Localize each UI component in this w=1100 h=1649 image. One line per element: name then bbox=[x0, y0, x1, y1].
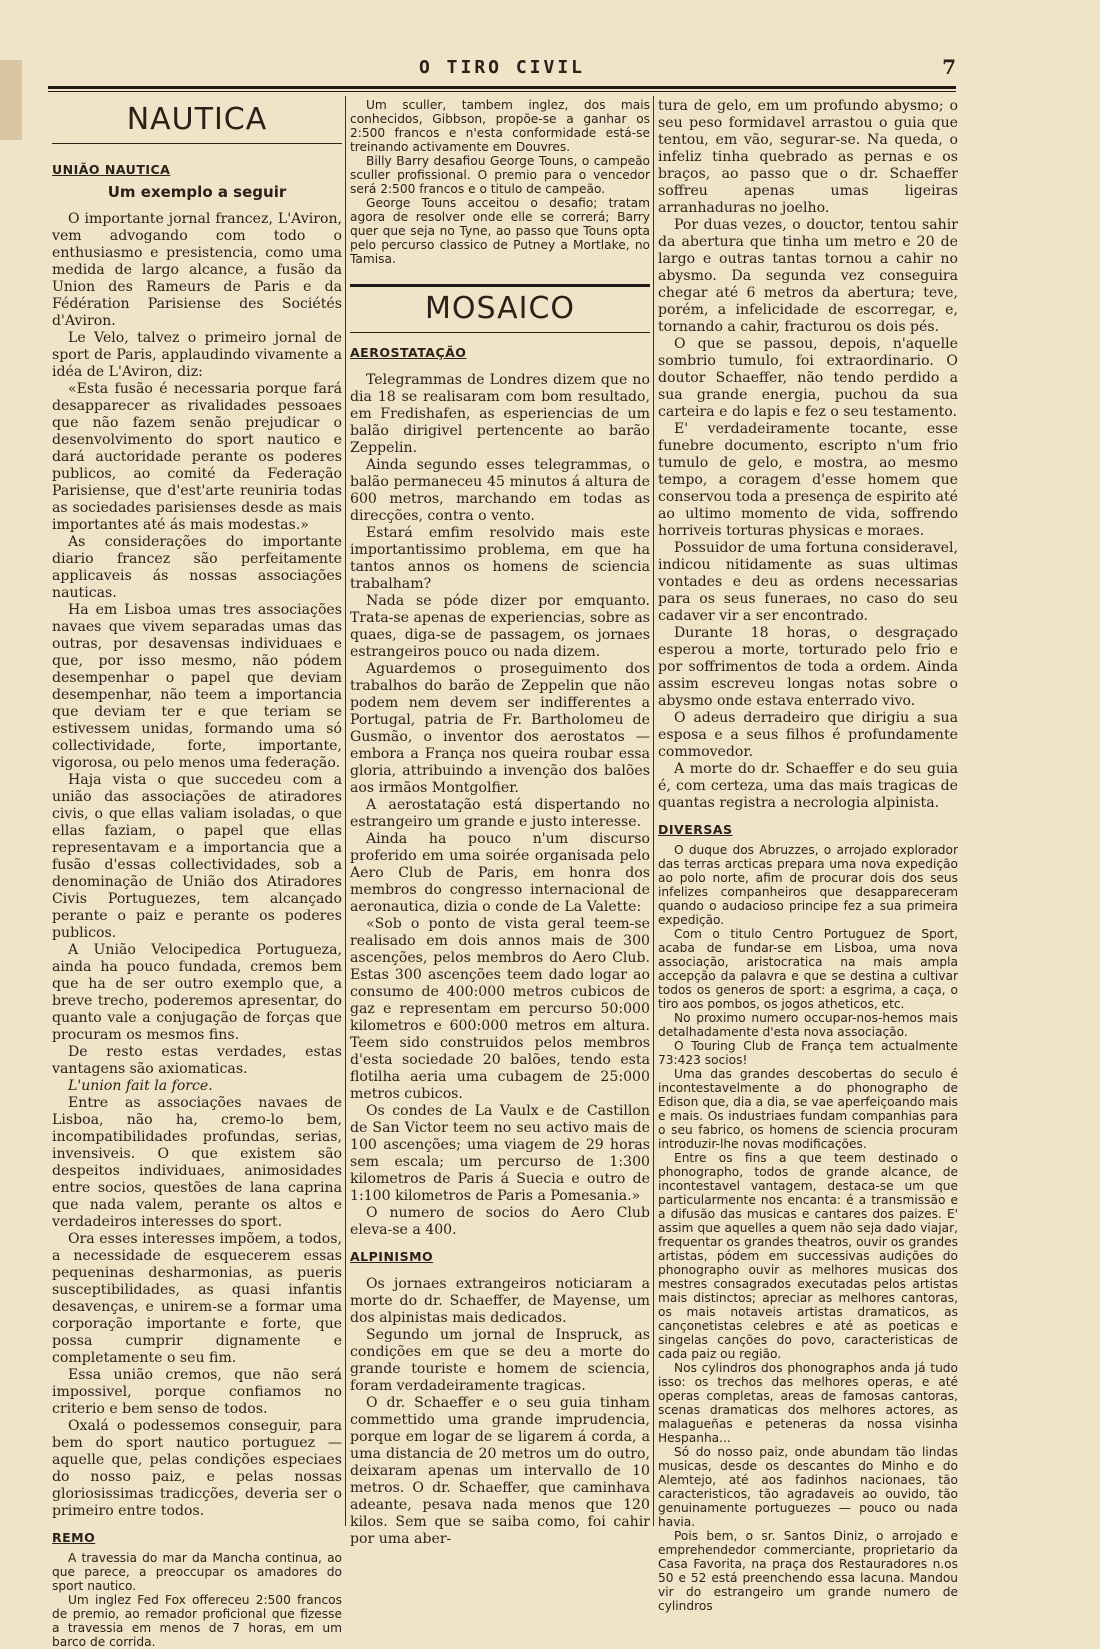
heading-diversas: DIVERSAS bbox=[658, 822, 733, 837]
section-rule bbox=[350, 284, 650, 287]
newspaper-title: O TIRO CIVIL bbox=[418, 57, 586, 78]
section-rule bbox=[350, 332, 650, 333]
column-divider bbox=[653, 96, 654, 1526]
paragraph: L'union fait la force. bbox=[68, 1078, 213, 1094]
paragraph: Haja vista o que succedeu com a união das associações de atiradores civis, o que ellas valiam isoladas, o que ellas faziam, o papel que ellas representavam e a importancia que a fusão d'essas collectividades, sob a denominação de União dos Atiradores Civis Portuguezes, tem alcançado perante o paiz e perante os poderes publicos. bbox=[52, 772, 342, 941]
paragraph: tura de gelo, em um profundo abysmo; o seu peso formidavel arrastou o guia que tentou, em vão, segurar-se. Na queda, o infeliz tinha quebrado as pernas e os braços, ao passo que o dr. Schaeffer soffreu apenas umas ligeiras arranhaduras no joelho. bbox=[658, 98, 958, 216]
heading-alpinismo: ALPINISMO bbox=[350, 1249, 434, 1264]
paragraph: George Touns acceitou o desafio; tratam agora de resolver onde elle se correrá; Barry quer que seja no Tyne, ao passo que Touns opta pelo percurso classico de Putney a Mortlake, no Tamisa. bbox=[350, 196, 650, 266]
paragraph: Aguardemos o proseguimento dos trabalhos do barão de Zeppelin que não podem nem devem ser indifferentes a Portugal, patria de Fr. Bartholomeu de Gusmão, o inventor dos aerostatos — embora a França nos queira roubar essa gloria, attribuindo a invenção dos balões aos irmãos Montgolfier. bbox=[350, 661, 650, 796]
paragraph: Le Velo, talvez o primeiro jornal de sport de Paris, applaudindo vivamente a idéa de L'Aviron, diz: bbox=[52, 330, 342, 380]
paragraph: Ora esses interesses impõem, a todos, a necessidade de esquecerem essas pequeninas desharmonias, as pueris susceptibilidades, as quasi infantis desavenças, e unirem-se a formar uma corporação importante e forte, que possa cumprir dignamente e completamente o seu fim. bbox=[52, 1231, 342, 1366]
heading-aerostatacao: AEROSTATAÇÃO bbox=[350, 345, 467, 360]
paragraph: Durante 18 horas, o desgraçado esperou a morte, torturado pelo frio e por soffrimentos de toda a ordem. Ainda assim escreveu longas notas sobre o abysmo onde estava enterrado vivo. bbox=[658, 625, 958, 709]
paragraph: Um sculler, tambem inglez, dos mais conhecidos, Gibbson, propõe-se a ganhar os 2:500 francos e n'esta conformidade está-se treinando activamente em Douvres. bbox=[350, 98, 650, 154]
paragraph: «Sob o ponto de vista geral teem-se realisado em dois annos mais de 300 ascenções, pelos membros do Aero Club. Estas 300 ascenções teem dado logar ao consumo de 400:000 metros cubicos de gaz e representam em percurso 50:000 kilometros e 600:000 metros em altura. Teem sido construidos pelos membros d'esta sociedade 20 balões, tendo esta flotilha aeria uma cubagem de 25:000 metros cubicos. bbox=[350, 916, 650, 1102]
paragraph: O adeus derradeiro que dirigiu a sua esposa e a seus filhos é profundamente commovedor. bbox=[658, 710, 958, 760]
paragraph: Um inglez Fed Fox offereceu 2:500 francos de premio, ao remador proficional que fizesse a travessia em menos de 7 horas, em um barco de corrida. bbox=[52, 1593, 342, 1649]
paragraph: Nada se póde dizer por emquanto. Trata-se apenas de experiencias, sobre as quaes, diga-se de passagem, os jornaes estrangeiros pouco ou nada dizem. bbox=[350, 593, 650, 660]
paragraph: Só do nosso paiz, onde abundam tão lindas musicas, desde os descantes do Minho e do Alemtejo, até aos fadinhos nacionaes, tão caracteristicos, tão agradaveis ao ouvido, tão genuinamente portuguezes — pouco ou nada havia. bbox=[658, 1445, 958, 1529]
paragraph: O Touring Club de França tem actualmente 73:423 socios! bbox=[658, 1039, 958, 1067]
paragraph: Com o titulo Centro Portuguez de Sport, acaba de fundar-se em Lisboa, uma nova associação, aristocratica na mais ampla accepção da palavra e que se destina a cultivar todos os generos de sport: a esgrima, a caça, o tiro aos pombos, os jogos atheticos, etc. bbox=[658, 927, 958, 1011]
section-title-mosaico: MOSAICO bbox=[424, 291, 576, 326]
paragraph: Billy Barry desafiou George Touns, o campeão sculler profissional. O premio para o vencedor será 2:500 francos e o titulo de campeão. bbox=[350, 154, 650, 196]
paragraph: O numero de socios do Aero Club eleva-se a 400. bbox=[350, 1205, 650, 1238]
paragraph: E' verdadeiramente tocante, esse funebre documento, escripto n'um frio tumulo de gelo, e mostra, ao mesmo tempo, a coragem d'esse homem que conservou toda a presença de espirito até ao ultimo momento de vida, soffrendo horriveis torturas physicas e moraes. bbox=[658, 421, 958, 539]
paragraph: As considerações do importante diario francez são perfeitamente applicaveis ás nossas associações nauticas. bbox=[52, 534, 342, 601]
paragraph: Ha em Lisboa umas tres associações navaes que vivem separadas umas das outras, por desavensas individuaes e que, por isso mesmo, não pódem desempenhar o papel que deviam desempenhar, não teem a importancia que deviam ter e que teriam se estivessem unidas, formando uma só collectividade, forte, importante, vigorosa, ou pelo menos uma federação. bbox=[52, 602, 342, 771]
header-rule bbox=[48, 86, 956, 89]
paragraph: Ainda segundo esses telegrammas, o balão permaneceu 45 minutos á altura de 600 metros, marchando em todas as direcções, contra o vento. bbox=[350, 457, 650, 524]
paragraph: No proximo numero occupar-nos-hemos mais detalhadamente d'esta nova associação. bbox=[658, 1011, 958, 1039]
paragraph: Segundo um jornal de Inspruck, as condições em que se deu a morte do grande touriste e homem de sciencia, foram verdadeiramente tragicas. bbox=[350, 1327, 650, 1394]
heading-uniao-nautica: UNIÃO NAUTICA bbox=[52, 162, 171, 177]
paragraph: Uma das grandes descobertas do seculo é incontestavelmente a do phonographo de Edison que, dia a dia, se vae aperfeiçoando mais e mais. Os industriaes fundam companhias para o seu fabrico, os homens de sciencia procuram introduzir-lhe novas modificações. bbox=[658, 1067, 958, 1151]
heading-remo: REMO bbox=[52, 1530, 96, 1545]
column-1 bbox=[52, 98, 342, 1649]
page-binding-edge bbox=[0, 60, 22, 140]
paragraph: Entre os fins a que teem destinado o phonographo, todos de grande alcance, de incontestavel vantagem, destaca-se um que particularmente nos encanta: é a transmissão e a difusão das musicas e cantares dos paizes. E' assim que aquelles a quem não seja dado viajar, frequentar os grandes theatros, ouvir os grandes artistas, pódem em successivas audições do phonographo ouvir as melhores musicas dos mestres consagrados executadas pelos artistas mais distinctos; apreciar as melhores cantoras, os mais notaveis artistas dramaticos, as cançonetistas celebres e até as poeticas e singelas canções do povo, caracteristicas de cada paiz ou região. bbox=[658, 1151, 958, 1361]
page-number: 7 bbox=[942, 55, 956, 79]
paragraph: Entre as associações navaes de Lisboa, não ha, cremo-lo bem, incompatibilidades profundas, serias, invensiveis. O que existem são despeitos individuaes, animosidades entre socios, questões de lana caprina que nada valem, perante os altos e verdadeiros interesses do sport. bbox=[52, 1095, 342, 1230]
paragraph: A morte do dr. Schaeffer e do seu guia é, com certeza, uma das mais tragicas de quantas registra a necrologia alpinista. bbox=[658, 761, 958, 811]
paragraph: «Esta fusão é necessaria porque fará desapparecer as rivalidades pessoaes que não fazem senão prejudicar o desenvolvimento do sport nautico e dará auctoridade perante os poderes publicos, ao comité da Federação Parisiense, que d'est'arte reuniria todas as sociedades parisienses desde as mais importantes até ás mais modestas.» bbox=[52, 381, 342, 533]
paragraph: Os jornaes extrangeiros noticiaram a morte do dr. Schaeffer, de Mayense, um dos alpinistas mais dedicados. bbox=[350, 1276, 650, 1326]
subheading-exemplo: Um exemplo a seguir bbox=[107, 183, 287, 201]
paragraph: A União Velocipedica Portugueza, ainda ha pouco fundada, cremos bem que ha de ser outro exemplo que, a breve trecho, poderemos apresentar, do quanto vale a conjugação de forças que procuram os mesmos fins. bbox=[52, 942, 342, 1043]
paragraph: O dr. Schaeffer e o seu guia tinham commettido uma grande imprudencia, porque em logar de se ligarem á corda, a uma distancia de 20 metros um do outro, deixaram apenas um intervallo de 10 metros. O dr. Schaeffer, que caminhava adeante, pesava nada menos que 120 kilos. Sem que se saiba como, foi cahir por uma aber- bbox=[350, 1395, 650, 1547]
page-header bbox=[48, 55, 956, 85]
column-3 bbox=[658, 98, 958, 1613]
paragraph: De resto estas verdades, estas vantagens são axiomaticas. bbox=[52, 1044, 342, 1077]
paragraph: Por duas vezes, o douctor, tentou sahir da abertura que tinha um metro e 20 de largo e outras tantas tornou a cahir no abysmo. Da segunda vez conseguira chegar até 6 metros da abertura; teve, porém, a infelicidade de escorregar, e, tornando a cahir, fracturou os dois pés. bbox=[658, 217, 958, 335]
section-title-nautica: NAUTICA bbox=[126, 102, 268, 137]
paragraph: Oxalá o podessemos conseguir, para bem do sport nautico portuguez — aquelle que, pelas condições especiaes do nosso paiz, e pelas nossas gloriosissimas tradicções, deveria ser o primeiro entre todos. bbox=[52, 1418, 342, 1519]
section-rule bbox=[52, 143, 342, 144]
paragraph: A travessia do mar da Mancha continua, ao que parece, a preoccupar os amadores do sport nautico. bbox=[52, 1551, 342, 1593]
header-rule-thin bbox=[48, 91, 956, 92]
paragraph: Pois bem, o sr. Santos Diniz, o arrojado e emprehendedor commerciante, proprietario da Casa Favorita, na praça dos Restauradores n.os 50 e 52 está preenchendo essa lacuna. Mandou vir do estrangeiro um grande numero de cylindros bbox=[658, 1529, 958, 1613]
column-2 bbox=[350, 98, 650, 1548]
paragraph: Essa união cremos, que não será impossivel, porque confiamos no criterio e bem senso de todos. bbox=[52, 1367, 342, 1417]
paragraph: O que se passou, depois, n'aquelle sombrio tumulo, foi extraordinario. O doutor Schaeffer, não tendo perdido a sua grande energia, puchou da sua carteira e do lapis e fez o seu testamento. bbox=[658, 336, 958, 420]
paragraph: Os condes de La Vaulx e de Castillon de San Victor teem no seu activo mais de 100 ascenções; uma viagem de 29 horas sem escala; um percurso de 1:300 kilometros de Paris á Suecia e outro de 1:100 kilometros de Paris a Pomesania.» bbox=[350, 1103, 650, 1204]
paragraph: A aerostatação está dispertando no estrangeiro um grande e justo interesse. bbox=[350, 797, 650, 830]
column-divider bbox=[345, 96, 346, 1526]
paragraph: O duque dos Abruzzes, o arrojado explorador das terras arcticas prepara uma nova expedição ao polo norte, afim de procurar dois dos seus infelizes companheiros que desappareceram quando o audacioso principe fez a sua primeira expedição. bbox=[658, 843, 958, 927]
paragraph: Ainda ha pouco n'um discurso proferido em uma soirée organisada pelo Aero Club de Paris, em honra dos membros do congresso internacional de aeronautica, dizia o conde de La Valette: bbox=[350, 831, 650, 915]
paragraph: O importante jornal francez, L'Aviron, vem advogando com todo o enthusiasmo e presistencia, como uma medida de largo alcance, a fusão da Union des Rameurs de Paris e da Fédération Parisiense des Sociétés d'Aviron. bbox=[52, 211, 342, 329]
paragraph: Estará emfim resolvido mais este importantissimo problema, em que ha tantos annos os homens de sciencia trabalham? bbox=[350, 525, 650, 592]
paragraph: Telegrammas de Londres dizem que no dia 18 se realisaram com bom resultado, em Fredishafen, as esperiencias de um balão dirigivel pertencente ao barão Zeppelin. bbox=[350, 372, 650, 456]
paragraph: Possuidor de uma fortuna consideravel, indicou nitidamente as suas ultimas vontades e deu as ordens necessarias para os seus funeraes, no caso do seu cadaver vir a ser encontrado. bbox=[658, 540, 958, 624]
paragraph: Nos cylindros dos phonographos anda já tudo isso: os trechos das melhores operas, e até operas completas, areas de famosas cantoras, scenas dramaticas dos melhores actores, as malagueñas e peteneras da nossa visinha Hespanha... bbox=[658, 1361, 958, 1445]
